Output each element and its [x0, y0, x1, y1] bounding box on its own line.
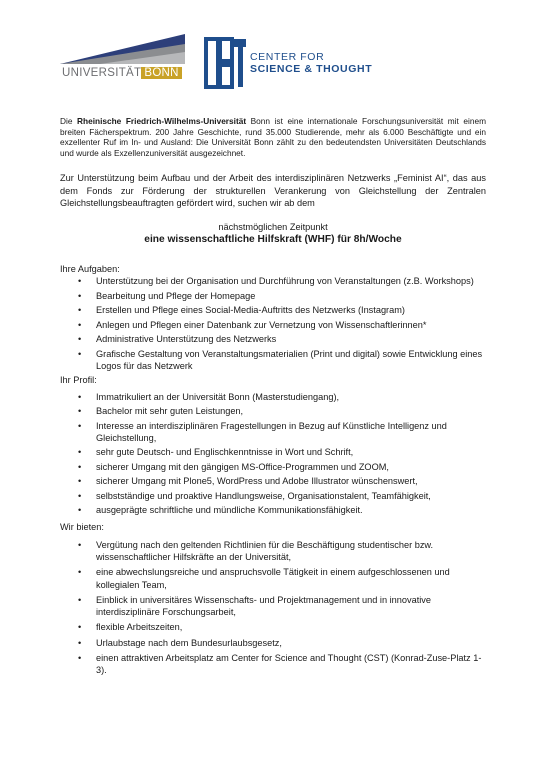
list-item: • Administrative Unterstützung des Netzwerks	[60, 333, 486, 345]
list-item: • Grafische Gestaltung von Veranstaltungsmaterialien (Print und digital) sowie Entwicklung eines Logos für das Netzwerk	[60, 348, 486, 372]
cst-logo	[204, 37, 394, 89]
list-item: • ausgeprägte schriftliche und mündliche Kommunikationsfähigkeit.	[60, 504, 486, 516]
intro-text: Bonn ist eine internationale Forschungsuniversität mit einem breiten Fächerspektrum. 200 Jahre Geschichte, rund 35.000 Studierende, mehr als 6.000 Beschäftigte und ein exzellenter Ruf im In- und Ausland: Die Universität Bonn zählt zu den bedeutendsten Universitäten Deutschlands und wurde als Exzellenzuniversität ausgezeichnet.	[60, 116, 486, 158]
position-title: eine wissenschaftliche Hilfskraft (WHF) für 8h/Woche	[144, 233, 402, 245]
list-item: • Anlegen und Pflegen einer Datenbank zur Vernetzung von Wissenschaftlerinnen*	[60, 319, 486, 331]
cst-text-line1: CENTER FOR	[250, 51, 325, 63]
offer-list	[60, 539, 486, 677]
university-bonn-logo	[60, 34, 185, 88]
list-item: • sicherer Umgang mit Plone5, WordPress und Adobe Illustrator wünschenswert,	[60, 475, 486, 487]
university-word: UNIVERSITÄT	[62, 67, 142, 79]
list-item: • sicherer Umgang mit den gängigen MS-Office-Programmen und ZOOM,	[60, 461, 486, 473]
list-item: • flexible Arbeitszeiten,	[60, 621, 486, 633]
intro-university-name: Rheinische Friedrich-Wilhelms-Universität	[77, 116, 247, 126]
header-logos	[0, 34, 543, 90]
list-item: • Urlaubstage nach dem Bundesurlaubsgesetz,	[60, 637, 486, 649]
university-wordmark	[62, 67, 182, 79]
bonn-word: BONN	[141, 67, 181, 79]
list-item: • selbstständige und proaktive Handlungsweise, Organisationstalent, Teamfähigkeit,	[60, 490, 486, 502]
tasks-heading: Ihre Aufgaben:	[60, 263, 120, 274]
intro-prefix: Die	[60, 116, 78, 126]
profile-list	[60, 391, 486, 517]
cst-mark-icon	[204, 37, 248, 89]
list-item: • eine abwechslungsreiche und anspruchsvolle Tätigkeit in einem aufgeschlossenen und kollegialen Team,	[60, 566, 486, 590]
profile-heading: Ihr Profil:	[60, 375, 97, 386]
list-item: • Unterstützung bei der Organisation und Durchführung von Veranstaltungen (z.B. Workshops)	[60, 275, 486, 287]
list-item: • Bearbeitung und Pflege der Homepage	[60, 290, 486, 302]
list-item: • Einblick in universitäres Wissenschafts- und Projektmanagement und in innovative interdisziplinäre Forschungsarbeit,	[60, 594, 486, 618]
cst-text-line2: SCIENCE & THOUGHT	[250, 63, 373, 75]
university-logo-mark-icon	[60, 34, 185, 66]
intro-paragraph	[60, 116, 486, 158]
tasks-list	[60, 275, 486, 372]
list-item: • Immatrikuliert an der Universität Bonn (Masterstudiengang),	[60, 391, 486, 403]
position-timing: nächstmöglichen Zeitpunkt	[218, 221, 328, 232]
list-item: • Vergütung nach den geltenden Richtlinien für die Beschäftigung studentischer bzw. wissenschaftlicher Hilfskräfte an der Universität,	[60, 539, 486, 563]
list-item: • sehr gute Deutsch- und Englischkenntnisse in Wort und Schrift,	[60, 446, 486, 458]
list-item: • Interesse an interdisziplinären Fragestellungen in Bezug auf Künstliche Intelligenz und Gleichstellung,	[60, 420, 486, 444]
list-item: • Bachelor mit sehr guten Leistungen,	[60, 405, 486, 417]
list-item: • einen attraktiven Arbeitsplatz am Center for Science and Thought (CST) (Konrad-Zuse-Platz 1-3).	[60, 652, 486, 676]
offer-heading: Wir bieten:	[60, 521, 104, 532]
list-item: • Erstellen und Pflege eines Social-Media-Auftritts des Netzwerks (Instagram)	[60, 304, 486, 316]
job-posting	[60, 116, 486, 680]
support-paragraph: Zur Unterstützung beim Aufbau und der Arbeit des interdisziplinären Netzwerks „Feminist AI“, das aus dem Fonds zur Förderung der strukturellen Verankerung von Gleichstellung der Zentralen Gleichstellungsbeauftragten gefördert wird, suchen wir ab dem	[60, 173, 486, 208]
